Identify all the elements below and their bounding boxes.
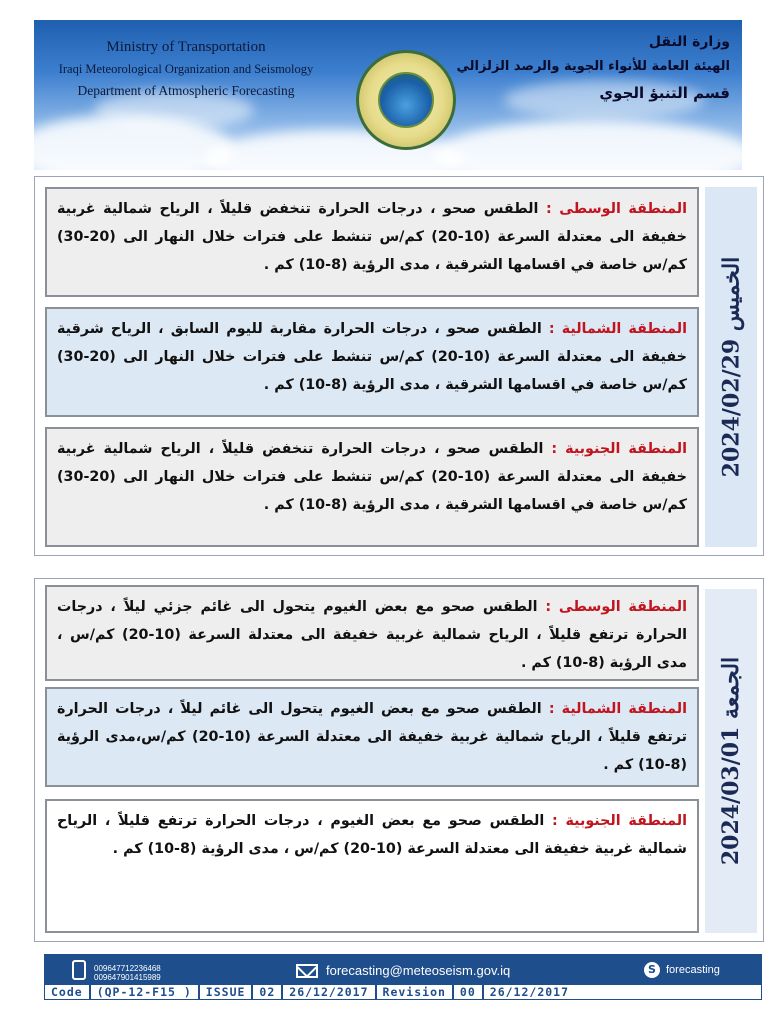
forecast-text: الطقس صحو ، درجات الحرارة تنخفض قليلاً ، الرياح شمالية غربية خفيفة الى معتدلة السرعة (10-20) كم/س تنشط على فترات خلال النهار الى (20-30) كم/س خاصة في اقسامها الشرقية ، مدى الرؤية (8-10) كم . <box>57 441 687 513</box>
forecast-box-southern <box>45 799 699 933</box>
footer-contact-bar <box>44 954 762 1000</box>
day-date-label <box>705 589 757 933</box>
header-english-text <box>46 36 326 102</box>
revision-date: 26/12/2017 <box>489 985 570 999</box>
forecast-box-northern <box>45 687 699 787</box>
forecast-text: الطقس صحو مع بعض الغيوم يتحول الى غائم ليلاً ، درجات الحرارة ترتفع قليلاً ، الرياح شمالية غربية خفيفة الى معتدلة السرعة (10-20) كم/س،مدى الرؤية (8-10) كم . <box>57 701 687 773</box>
region-name: المنطقة الشمالية : <box>548 321 687 337</box>
forecast-text: الطقس صحو مع بعض الغيوم يتحول الى غائم جزئي ليلاً ، درجات الحرارة ترتفع قليلاً ، الرياح شمالية غربية خفيفة الى معتدلة السرعة (10-20) كم/س ، مدى الرؤية (8-10) كم . <box>57 599 687 671</box>
skype-handle[interactable]: forecasting <box>666 964 720 976</box>
forecast-box-southern <box>45 427 699 547</box>
phone-number-1: 009647712236468 <box>94 964 161 973</box>
header-arabic-text <box>430 30 730 106</box>
day-section-friday <box>34 578 764 942</box>
header-banner <box>34 20 742 170</box>
day-date-text: الخميس 2024/02/29 <box>718 256 744 478</box>
revision-number: 00 <box>454 985 484 999</box>
revision-label: Revision <box>377 985 454 999</box>
forecast-box-central <box>45 585 699 681</box>
mail-icon <box>296 964 318 978</box>
forecast-box-northern <box>45 307 699 417</box>
contact-email[interactable]: forecasting@meteoseism.gov.iq <box>326 963 511 978</box>
issue-date: 26/12/2017 <box>283 985 376 999</box>
forecast-box-central <box>45 187 699 297</box>
phone-numbers <box>94 964 161 982</box>
region-name: المنطقة الوسطى : <box>545 599 687 615</box>
code-value: (QP-12-F15 ) <box>91 985 200 999</box>
forecast-text: الطقس صحو مع بعض الغيوم ، درجات الحرارة ترتفع قليلاً ، الرياح شمالية غربية خفيفة الى معتدلة السرعة (10-20) كم/س ، مدى الرؤية (8-10) كم . <box>57 813 687 857</box>
organization-name-en: Iraqi Meteorological Organization and Seismology <box>58 62 314 76</box>
region-name: المنطقة الجنوبية : <box>551 441 688 457</box>
phone-icon <box>72 960 86 980</box>
cloud-decoration <box>434 120 742 170</box>
region-name: المنطقة الشمالية : <box>548 701 687 717</box>
department-name-en: Department of Atmospheric Forecasting <box>77 83 295 98</box>
day-date-label <box>705 187 757 547</box>
code-label: Code <box>45 985 91 999</box>
region-name: المنطقة الجنوبية : <box>552 813 688 829</box>
document-code-bar <box>44 984 762 1000</box>
day-date-text: الجمعة 2024/03/01 <box>718 656 744 866</box>
phone-number-2: 009647901415989 <box>94 973 161 982</box>
region-name: المنطقة الوسطى : <box>545 201 687 217</box>
forecast-text: الطقس صحو ، درجات الحرارة مقاربة لليوم السابق ، الرياح شرقية خفيفة الى معتدلة السرعة (10-20) كم/س تنشط على فترات خلال النهار الى (20-30) كم/س خاصة في اقسامها الشرقية ، مدى الرؤية (8-10) كم . <box>57 321 687 393</box>
organization-name-ar: الهيئة العامة للأنواء الجوية والرصد الزلزالي <box>456 59 730 74</box>
ministry-name-ar: وزارة النقل <box>648 34 730 50</box>
forecast-text: الطقس صحو ، درجات الحرارة تنخفض قليلاً ، الرياح شمالية غربية خفيفة الى معتدلة السرعة (10-20) كم/س تنشط على فترات خلال النهار الى (20-30) كم/س خاصة في اقسامها الشرقية ، مدى الرؤية (8-10) كم . <box>57 201 687 273</box>
skype-icon: S <box>644 962 660 978</box>
ministry-name-en: Ministry of Transportation <box>106 39 266 55</box>
issue-label: ISSUE <box>200 985 254 999</box>
day-section-thursday <box>34 176 764 556</box>
seal-center-emblem <box>378 72 434 128</box>
department-name-ar: قسم التنبؤ الجوي <box>599 84 730 102</box>
issue-number: 02 <box>253 985 283 999</box>
